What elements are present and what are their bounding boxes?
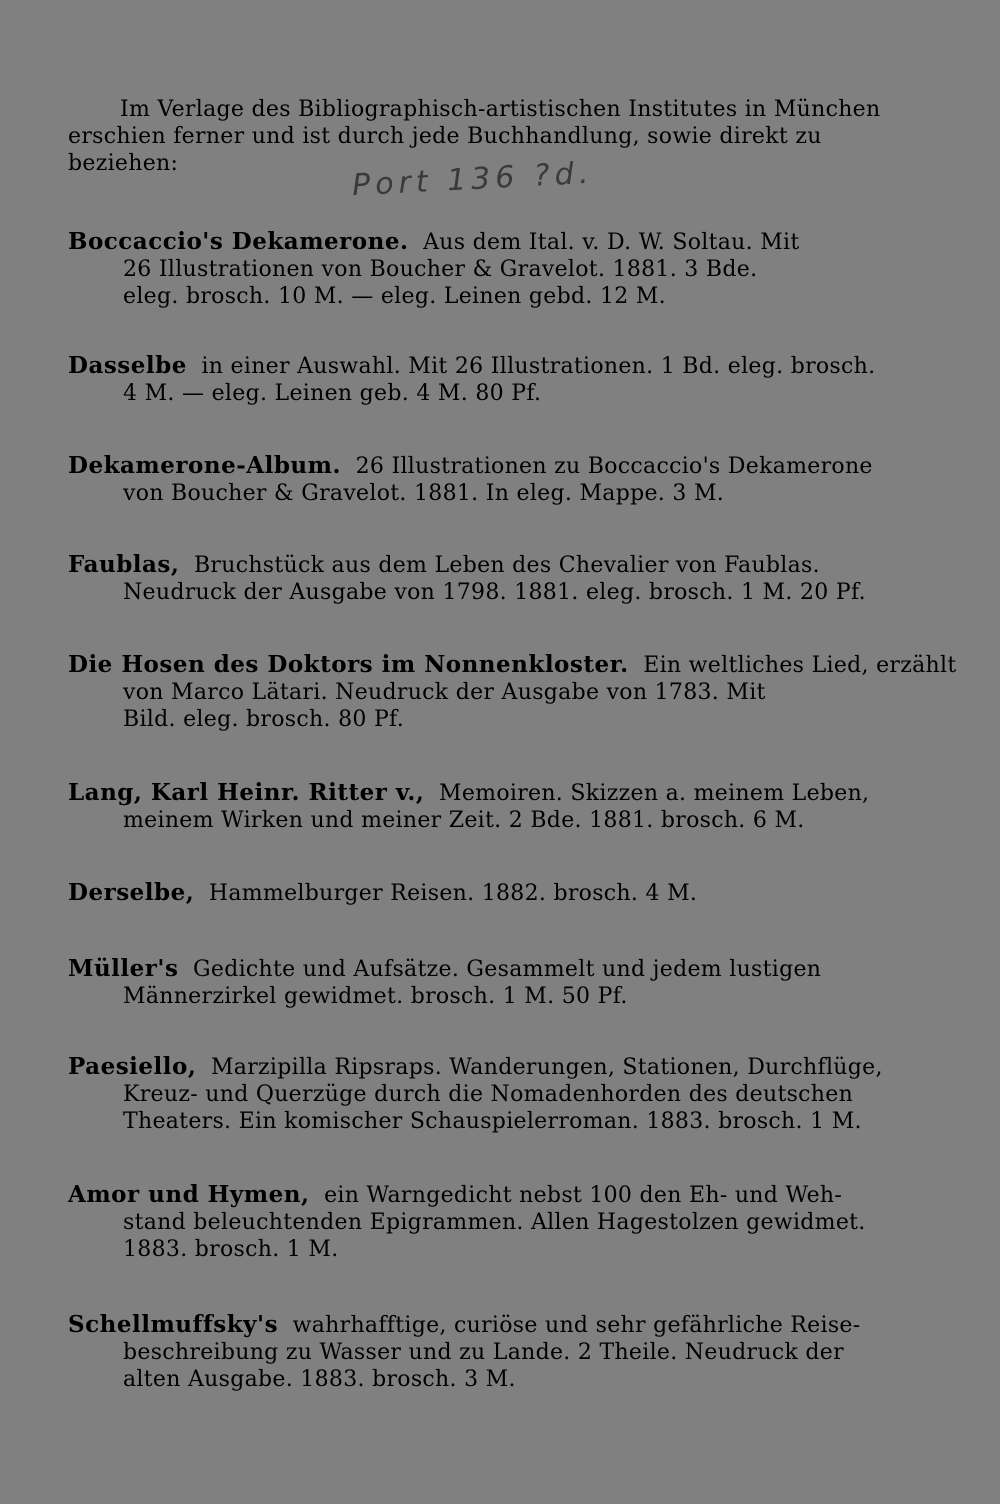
entry-text: Marzipilla Ripsraps. Wanderungen, Stationen, Durchflüge, [210, 1055, 883, 1080]
entry-faublas [68, 551, 880, 606]
intro-line-2: erschien ferner und ist durch jede Buchhandlung, sowie direkt zu [68, 124, 822, 149]
entry-heading: Derselbe, [68, 879, 195, 906]
entry-line: beschreibung zu Wasser und zu Lande. 2 Theile. Neudruck der [123, 1340, 844, 1365]
entry-line-1 [68, 228, 880, 256]
entry-line: Theaters. Ein komischer Schauspielerroman. 1883. brosch. 1 M. [123, 1109, 862, 1134]
entry-text: wahrhafftige, curiöse und sehr gefährliche Reise- [292, 1313, 861, 1338]
entry-heading: Faublas, [68, 551, 180, 578]
entry-line-1 [68, 955, 880, 983]
entry-line: eleg. brosch. 10 M. — eleg. Leinen gebd. 12 M. [123, 284, 666, 309]
entry-lang [68, 779, 880, 834]
entry-line: alten Ausgabe. 1883. brosch. 3 M. [123, 1367, 516, 1392]
entry-line: 26 Illustrationen von Boucher & Gravelot. 1881. 3 Bde. [123, 257, 758, 282]
entry-line-1 [68, 352, 880, 380]
entry-line-1 [68, 551, 880, 579]
entry-text: Gedichte und Aufsätze. Gesammelt und jedem lustigen [193, 957, 822, 982]
entry-line-1 [68, 1053, 883, 1081]
intro-line-1: Im Verlage des Bibliographisch-artistischen Institutes in München [120, 97, 881, 122]
entry-heading: Lang, Karl Heinr. Ritter v., [68, 779, 425, 806]
entry-hosen-des-doktors [68, 651, 957, 733]
handwritten-note: Port 136 ?d. [351, 155, 595, 204]
intro-line-3: beziehen: [68, 151, 179, 176]
entry-schellmuffsky [68, 1311, 880, 1393]
entry-paesiello [68, 1053, 883, 1135]
entry-line: von Boucher & Gravelot. 1881. In eleg. Mappe. 3 M. [123, 481, 725, 506]
entry-dasselbe [68, 352, 880, 407]
entry-amor-und-hymen [68, 1181, 880, 1263]
entry-dekamerone-album [68, 452, 880, 507]
entry-line-1 [68, 1311, 880, 1339]
entry-heading: Paesiello, [68, 1053, 197, 1080]
entry-line-1 [68, 879, 880, 907]
entry-line: Neudruck der Ausgabe von 1798. 1881. eleg. brosch. 1 M. 20 Pf. [123, 580, 866, 605]
entry-heading: Schellmuffsky's [68, 1311, 279, 1338]
entry-line: stand beleuchtenden Epigrammen. Allen Hagestolzen gewidmet. [123, 1210, 866, 1235]
entry-heading: Müller's [68, 955, 179, 982]
entry-heading: Amor und Hymen, [68, 1181, 310, 1208]
entry-text: ein Warngedicht nebst 100 den Eh- und Weh- [324, 1183, 843, 1208]
entry-line: Kreuz- und Querzüge durch die Nomadenhorden des deutschen [123, 1082, 854, 1107]
entry-heading: Dekamerone-Album. [68, 452, 341, 479]
entry-text: Aus dem Ital. v. D. W. Soltau. Mit [423, 230, 800, 255]
entry-text: 26 Illustrationen zu Boccaccio's Dekamerone [355, 454, 873, 479]
entry-text: Ein weltliches Lied, erzählt [643, 653, 957, 678]
entry-line: 1883. brosch. 1 M. [123, 1237, 339, 1262]
entry-text: in einer Auswahl. Mit 26 Illustrationen. 1 Bd. eleg. brosch. [201, 354, 876, 379]
entry-line-1 [68, 1181, 880, 1209]
entry-line: von Marco Lätari. Neudruck der Ausgabe von 1783. Mit [123, 680, 766, 705]
entry-muellers [68, 955, 880, 1010]
entry-line-1 [68, 779, 880, 807]
entry-line: 4 M. — eleg. Leinen geb. 4 M. 80 Pf. [123, 381, 542, 406]
entry-boccaccio [68, 228, 880, 310]
entry-line-1 [68, 452, 880, 480]
entry-text: Memoiren. Skizzen a. meinem Leben, [439, 781, 870, 806]
entry-line: meinem Wirken und meiner Zeit. 2 Bde. 1881. brosch. 6 M. [123, 808, 805, 833]
entry-line-1 [68, 651, 957, 679]
entry-heading: Boccaccio's Dekamerone. [68, 228, 409, 255]
entry-derselbe [68, 879, 880, 907]
entry-text: Hammelburger Reisen. 1882. brosch. 4 M. [208, 881, 698, 906]
entry-line: Männerzirkel gewidmet. brosch. 1 M. 50 Pf. [123, 984, 628, 1009]
entry-heading: Dasselbe [68, 352, 187, 379]
entry-heading: Die Hosen des Doktors im Nonnenkloster. [68, 651, 629, 678]
entry-text: Bruchstück aus dem Leben des Chevalier von Faublas. [193, 553, 820, 578]
entry-line: Bild. eleg. brosch. 80 Pf. [123, 707, 405, 732]
